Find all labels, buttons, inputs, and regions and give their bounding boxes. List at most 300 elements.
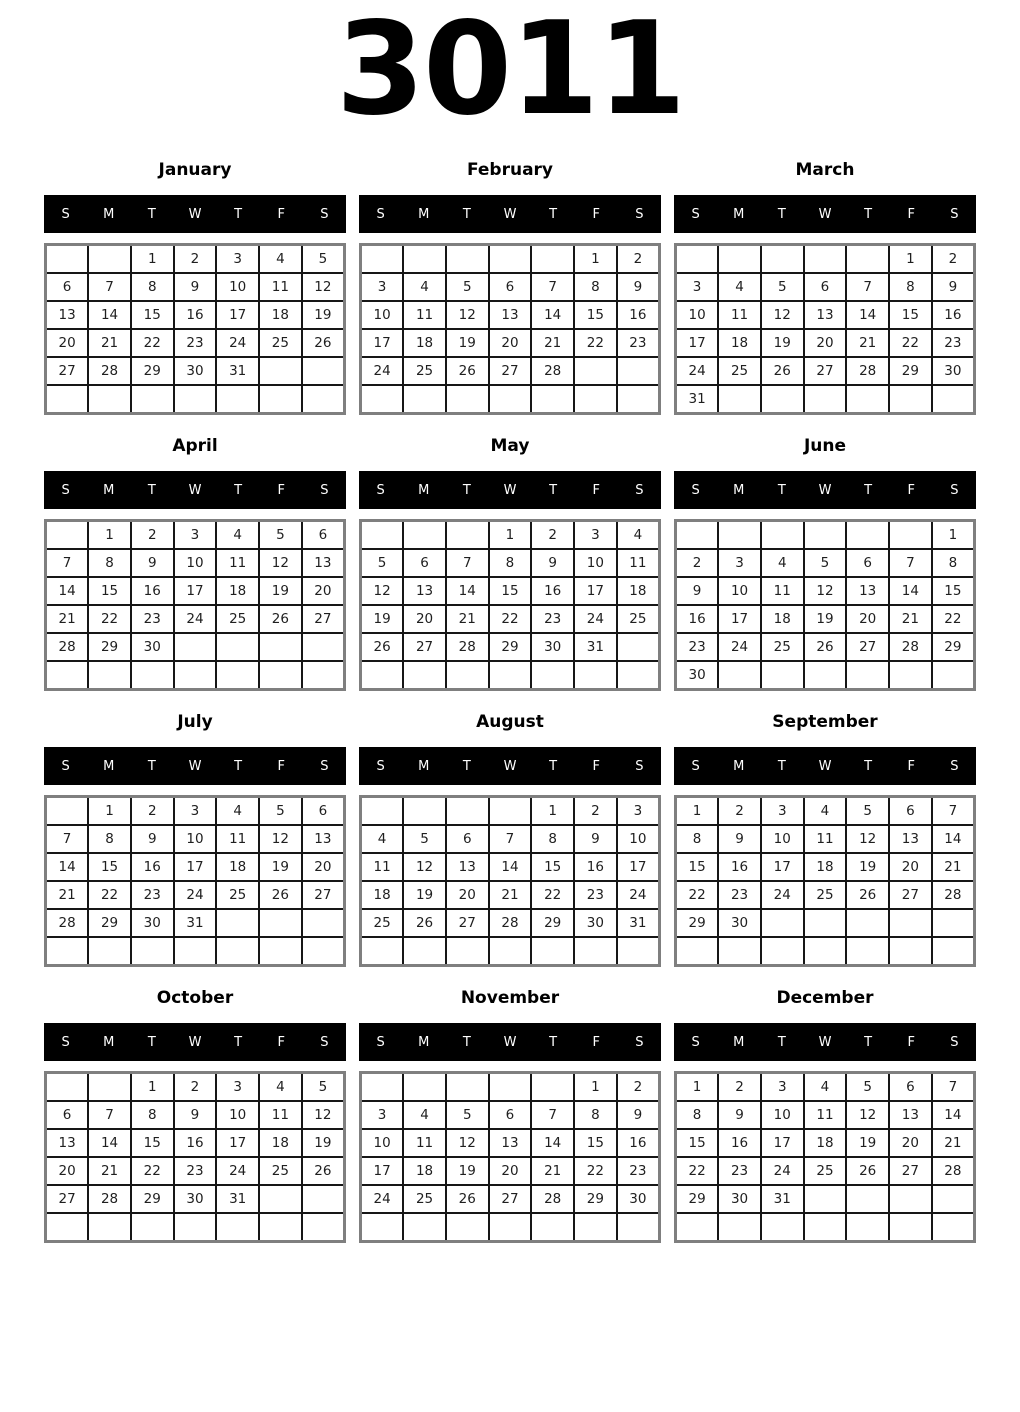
- weekday-label: F: [907, 206, 916, 222]
- day-cell: 21: [46, 605, 89, 633]
- calendar-week-row: [361, 1073, 660, 1102]
- calendar-week-row: [676, 1213, 975, 1242]
- weekday-label: W: [503, 758, 517, 774]
- day-cell: 12: [259, 549, 302, 577]
- day-cell: 10: [617, 825, 660, 853]
- day-cell: 2: [617, 1073, 660, 1102]
- day-cell: 17: [174, 853, 217, 881]
- day-cell: 11: [804, 825, 847, 853]
- day-cell: 30: [174, 357, 217, 385]
- day-cell-empty: [174, 385, 217, 414]
- day-cell: 21: [88, 1157, 131, 1185]
- day-cell-empty: [489, 797, 532, 826]
- day-cell: 22: [88, 881, 131, 909]
- month-title: October: [156, 988, 234, 1008]
- day-cell: 22: [574, 329, 617, 357]
- day-cell-empty: [361, 797, 404, 826]
- weekday-label: M: [103, 1034, 115, 1050]
- day-cell: 6: [403, 549, 446, 577]
- day-cell: 18: [804, 1129, 847, 1157]
- day-cell-empty: [216, 633, 259, 661]
- day-cell: 14: [446, 577, 489, 605]
- weekday-label: F: [592, 1034, 601, 1050]
- day-cell-empty: [718, 937, 761, 966]
- calendar-week-row: [361, 909, 660, 937]
- day-cell: 10: [761, 825, 804, 853]
- day-cell: 14: [932, 1101, 975, 1129]
- day-cell-empty: [174, 633, 217, 661]
- day-cell: 6: [46, 1101, 89, 1129]
- day-cell: 28: [446, 633, 489, 661]
- weekday-label: F: [592, 206, 601, 222]
- day-cell: 1: [489, 521, 532, 550]
- day-cell: 5: [846, 1073, 889, 1102]
- weekday-label: T: [147, 1034, 156, 1050]
- day-cell-empty: [88, 1213, 131, 1242]
- day-cell: 16: [574, 853, 617, 881]
- day-cell: 3: [676, 273, 719, 301]
- day-cell-empty: [259, 385, 302, 414]
- day-cell-empty: [804, 245, 847, 274]
- day-cell-empty: [446, 385, 489, 414]
- weekday-label: T: [549, 1034, 558, 1050]
- day-cell: 26: [846, 1157, 889, 1185]
- day-cell: 25: [617, 605, 660, 633]
- weekday-header-bar: [44, 747, 346, 785]
- day-cell: 8: [676, 1101, 719, 1129]
- day-cell: 3: [574, 521, 617, 550]
- day-cell: 2: [131, 521, 174, 550]
- day-cell-empty: [302, 1213, 345, 1242]
- calendar-week-row: [46, 385, 345, 414]
- month-march: [674, 160, 976, 415]
- day-cell: 24: [718, 633, 761, 661]
- day-cell: 14: [88, 301, 131, 329]
- day-cell-empty: [718, 521, 761, 550]
- weekday-label: S: [61, 1034, 70, 1050]
- day-cell-empty: [489, 385, 532, 414]
- day-cell: 27: [889, 881, 932, 909]
- day-cell-empty: [302, 937, 345, 966]
- day-cell: 24: [174, 881, 217, 909]
- day-cell: 30: [131, 633, 174, 661]
- day-cell-empty: [489, 245, 532, 274]
- day-cell: 12: [302, 1101, 345, 1129]
- day-cell: 7: [88, 273, 131, 301]
- day-cell-empty: [46, 661, 89, 690]
- weekday-label: F: [907, 482, 916, 498]
- day-cell-empty: [446, 1213, 489, 1242]
- day-cell: 12: [403, 853, 446, 881]
- day-cell: 29: [676, 909, 719, 937]
- day-cell: 19: [446, 1157, 489, 1185]
- day-cell: 3: [617, 797, 660, 826]
- day-cell: 11: [216, 825, 259, 853]
- calendar-week-row: [361, 633, 660, 661]
- month-january: [44, 160, 346, 415]
- day-cell: 1: [88, 797, 131, 826]
- weekday-header-bar: [359, 747, 661, 785]
- day-cell: 28: [88, 1185, 131, 1213]
- weekday-label: S: [320, 758, 329, 774]
- weekday-label: W: [188, 206, 202, 222]
- day-cell-empty: [676, 245, 719, 274]
- day-cell: 29: [489, 633, 532, 661]
- day-cell: 23: [574, 881, 617, 909]
- weekday-label: M: [733, 482, 745, 498]
- weekday-label: F: [277, 758, 286, 774]
- day-cell: 1: [88, 521, 131, 550]
- day-cell: 27: [302, 605, 345, 633]
- day-cell-empty: [761, 909, 804, 937]
- day-cell: 25: [804, 1157, 847, 1185]
- day-cell: 26: [846, 881, 889, 909]
- day-cell: 25: [761, 633, 804, 661]
- day-cell-empty: [259, 937, 302, 966]
- month-august: [359, 712, 661, 967]
- calendar-week-row: [361, 549, 660, 577]
- day-cell-empty: [361, 937, 404, 966]
- day-cell: 16: [174, 1129, 217, 1157]
- day-cell-empty: [531, 661, 574, 690]
- day-cell: 16: [131, 853, 174, 881]
- day-cell: 27: [46, 357, 89, 385]
- day-cell: 31: [617, 909, 660, 937]
- day-cell: 27: [302, 881, 345, 909]
- calendar-grid: [359, 795, 661, 967]
- weekday-header-bar: [44, 195, 346, 233]
- day-cell-empty: [718, 1213, 761, 1242]
- calendar-grid: [359, 1071, 661, 1243]
- day-cell: 25: [718, 357, 761, 385]
- day-cell: 3: [216, 1073, 259, 1102]
- day-cell: 4: [216, 521, 259, 550]
- day-cell: 17: [761, 853, 804, 881]
- weekday-label: M: [733, 206, 745, 222]
- day-cell: 19: [361, 605, 404, 633]
- day-cell: 19: [403, 881, 446, 909]
- day-cell-empty: [489, 1213, 532, 1242]
- day-cell-empty: [403, 797, 446, 826]
- day-cell-empty: [489, 937, 532, 966]
- weekday-label: S: [376, 206, 385, 222]
- weekday-label: S: [320, 1034, 329, 1050]
- day-cell: 26: [259, 605, 302, 633]
- day-cell: 10: [761, 1101, 804, 1129]
- day-cell: 10: [216, 1101, 259, 1129]
- day-cell-empty: [46, 385, 89, 414]
- day-cell: 5: [846, 797, 889, 826]
- day-cell: 12: [361, 577, 404, 605]
- day-cell: 14: [846, 301, 889, 329]
- day-cell: 10: [718, 577, 761, 605]
- day-cell: 11: [718, 301, 761, 329]
- day-cell: 12: [446, 1129, 489, 1157]
- day-cell-empty: [302, 633, 345, 661]
- day-cell: 14: [889, 577, 932, 605]
- day-cell: 3: [718, 549, 761, 577]
- day-cell-empty: [617, 357, 660, 385]
- day-cell: 20: [446, 881, 489, 909]
- calendar-grid: [44, 243, 346, 415]
- weekday-label: W: [503, 482, 517, 498]
- day-cell: 7: [531, 273, 574, 301]
- calendar-week-row: [676, 825, 975, 853]
- day-cell: 30: [718, 909, 761, 937]
- day-cell: 27: [489, 357, 532, 385]
- weekday-header-bar: [359, 471, 661, 509]
- weekday-label: W: [818, 758, 832, 774]
- day-cell-empty: [531, 937, 574, 966]
- day-cell: 18: [216, 577, 259, 605]
- day-cell: 10: [174, 549, 217, 577]
- day-cell-empty: [302, 661, 345, 690]
- day-cell: 30: [932, 357, 975, 385]
- day-cell: 17: [174, 577, 217, 605]
- day-cell: 24: [174, 605, 217, 633]
- day-cell: 12: [259, 825, 302, 853]
- day-cell: 7: [46, 825, 89, 853]
- calendar-grid: [674, 519, 976, 691]
- calendar-week-row: [676, 273, 975, 301]
- day-cell-empty: [46, 521, 89, 550]
- calendar-week-row: [46, 633, 345, 661]
- day-cell: 10: [174, 825, 217, 853]
- day-cell: 20: [302, 577, 345, 605]
- day-cell-empty: [216, 909, 259, 937]
- day-cell: 16: [531, 577, 574, 605]
- calendar-grid: [359, 519, 661, 691]
- day-cell: 11: [403, 1129, 446, 1157]
- day-cell-empty: [361, 385, 404, 414]
- day-cell: 29: [932, 633, 975, 661]
- day-cell: 2: [131, 797, 174, 826]
- day-cell-empty: [403, 245, 446, 274]
- weekday-label: M: [103, 758, 115, 774]
- day-cell-empty: [46, 937, 89, 966]
- day-cell: 7: [446, 549, 489, 577]
- day-cell: 25: [259, 329, 302, 357]
- day-cell: 2: [676, 549, 719, 577]
- day-cell: 5: [761, 273, 804, 301]
- weekday-label: T: [549, 206, 558, 222]
- day-cell: 15: [489, 577, 532, 605]
- day-cell: 15: [889, 301, 932, 329]
- day-cell: 9: [676, 577, 719, 605]
- day-cell: 9: [718, 825, 761, 853]
- calendar-week-row: [361, 1185, 660, 1213]
- day-cell: 23: [617, 1157, 660, 1185]
- calendar-week-row: [46, 797, 345, 826]
- day-cell: 30: [574, 909, 617, 937]
- day-cell: 18: [361, 881, 404, 909]
- day-cell-empty: [531, 245, 574, 274]
- day-cell-empty: [174, 937, 217, 966]
- calendar-week-row: [676, 357, 975, 385]
- weekday-label: F: [277, 206, 286, 222]
- weekday-label: W: [818, 206, 832, 222]
- day-cell-empty: [489, 1073, 532, 1102]
- day-cell-empty: [761, 1213, 804, 1242]
- day-cell: 24: [216, 1157, 259, 1185]
- weekday-header-bar: [359, 1023, 661, 1061]
- day-cell: 23: [174, 1157, 217, 1185]
- day-cell: 23: [718, 1157, 761, 1185]
- day-cell: 2: [174, 245, 217, 274]
- day-cell-empty: [932, 661, 975, 690]
- weekday-label: S: [635, 758, 644, 774]
- weekday-label: M: [418, 206, 430, 222]
- day-cell: 6: [889, 1073, 932, 1102]
- day-cell-empty: [88, 661, 131, 690]
- day-cell: 2: [932, 245, 975, 274]
- weekday-label: F: [277, 1034, 286, 1050]
- day-cell-empty: [174, 661, 217, 690]
- day-cell: 29: [131, 1185, 174, 1213]
- day-cell: 4: [361, 825, 404, 853]
- day-cell: 13: [489, 301, 532, 329]
- day-cell: 28: [46, 633, 89, 661]
- day-cell: 16: [131, 577, 174, 605]
- month-title: September: [772, 712, 878, 732]
- day-cell-empty: [131, 661, 174, 690]
- calendar-week-row: [46, 549, 345, 577]
- calendar-week-row: [46, 577, 345, 605]
- day-cell-empty: [574, 357, 617, 385]
- day-cell: 25: [361, 909, 404, 937]
- day-cell: 16: [932, 301, 975, 329]
- calendar-week-row: [676, 605, 975, 633]
- day-cell: 21: [932, 1129, 975, 1157]
- month-title: May: [490, 436, 530, 456]
- day-cell-empty: [46, 1213, 89, 1242]
- day-cell: 5: [804, 549, 847, 577]
- weekday-label: W: [503, 1034, 517, 1050]
- day-cell: 31: [216, 357, 259, 385]
- day-cell-empty: [46, 245, 89, 274]
- day-cell: 6: [302, 521, 345, 550]
- day-cell: 15: [574, 301, 617, 329]
- day-cell: 31: [574, 633, 617, 661]
- day-cell: 29: [574, 1185, 617, 1213]
- calendar-week-row: [676, 1129, 975, 1157]
- weekday-label: T: [777, 758, 786, 774]
- day-cell: 14: [88, 1129, 131, 1157]
- day-cell: 21: [846, 329, 889, 357]
- day-cell: 1: [932, 521, 975, 550]
- day-cell: 3: [361, 1101, 404, 1129]
- weekday-label: W: [818, 1034, 832, 1050]
- day-cell: 19: [846, 1129, 889, 1157]
- calendar-week-row: [46, 357, 345, 385]
- day-cell: 8: [131, 1101, 174, 1129]
- months-grid: [0, 160, 1020, 1243]
- weekday-label: S: [61, 206, 70, 222]
- day-cell: 16: [676, 605, 719, 633]
- day-cell: 11: [804, 1101, 847, 1129]
- day-cell-empty: [361, 1213, 404, 1242]
- day-cell: 14: [46, 853, 89, 881]
- year-title: 3011: [335, 0, 685, 144]
- day-cell-empty: [403, 521, 446, 550]
- calendar-week-row: [361, 825, 660, 853]
- day-cell: 17: [676, 329, 719, 357]
- calendar-week-row: [361, 385, 660, 414]
- calendar-week-row: [361, 1157, 660, 1185]
- day-cell-empty: [574, 385, 617, 414]
- day-cell: 24: [676, 357, 719, 385]
- day-cell: 12: [846, 1101, 889, 1129]
- day-cell: 16: [174, 301, 217, 329]
- day-cell: 28: [846, 357, 889, 385]
- day-cell-empty: [804, 1213, 847, 1242]
- day-cell-empty: [446, 797, 489, 826]
- day-cell-empty: [761, 245, 804, 274]
- day-cell: 28: [932, 881, 975, 909]
- day-cell-empty: [617, 1213, 660, 1242]
- day-cell: 3: [761, 1073, 804, 1102]
- day-cell: 21: [446, 605, 489, 633]
- day-cell: 18: [259, 301, 302, 329]
- calendar-week-row: [361, 1101, 660, 1129]
- weekday-label: F: [277, 482, 286, 498]
- day-cell: 28: [531, 357, 574, 385]
- month-title: June: [803, 436, 847, 456]
- day-cell: 7: [846, 273, 889, 301]
- day-cell: 16: [617, 301, 660, 329]
- day-cell-empty: [676, 1213, 719, 1242]
- weekday-label: M: [418, 1034, 430, 1050]
- day-cell: 17: [574, 577, 617, 605]
- day-cell: 4: [403, 1101, 446, 1129]
- day-cell: 21: [531, 1157, 574, 1185]
- calendar-week-row: [676, 797, 975, 826]
- weekday-header-bar: [674, 195, 976, 233]
- day-cell: 24: [361, 357, 404, 385]
- day-cell-empty: [761, 521, 804, 550]
- weekday-label: T: [549, 482, 558, 498]
- day-cell: 22: [676, 1157, 719, 1185]
- calendar-week-row: [46, 245, 345, 274]
- day-cell: 23: [617, 329, 660, 357]
- day-cell: 3: [174, 521, 217, 550]
- day-cell: 2: [617, 245, 660, 274]
- day-cell: 20: [489, 1157, 532, 1185]
- weekday-label: T: [864, 758, 873, 774]
- day-cell-empty: [446, 661, 489, 690]
- day-cell: 15: [88, 577, 131, 605]
- calendar-week-row: [361, 937, 660, 966]
- day-cell: 7: [889, 549, 932, 577]
- day-cell: 6: [46, 273, 89, 301]
- day-cell-empty: [574, 937, 617, 966]
- calendar-week-row: [46, 1157, 345, 1185]
- day-cell: 31: [174, 909, 217, 937]
- weekday-label: S: [950, 1034, 959, 1050]
- day-cell: 25: [259, 1157, 302, 1185]
- day-cell-empty: [131, 385, 174, 414]
- day-cell: 22: [131, 1157, 174, 1185]
- day-cell-empty: [932, 1213, 975, 1242]
- day-cell: 17: [617, 853, 660, 881]
- day-cell: 14: [46, 577, 89, 605]
- day-cell: 26: [361, 633, 404, 661]
- weekday-label: S: [61, 758, 70, 774]
- weekday-label: F: [907, 758, 916, 774]
- day-cell: 9: [617, 1101, 660, 1129]
- weekday-label: S: [320, 206, 329, 222]
- day-cell-empty: [88, 245, 131, 274]
